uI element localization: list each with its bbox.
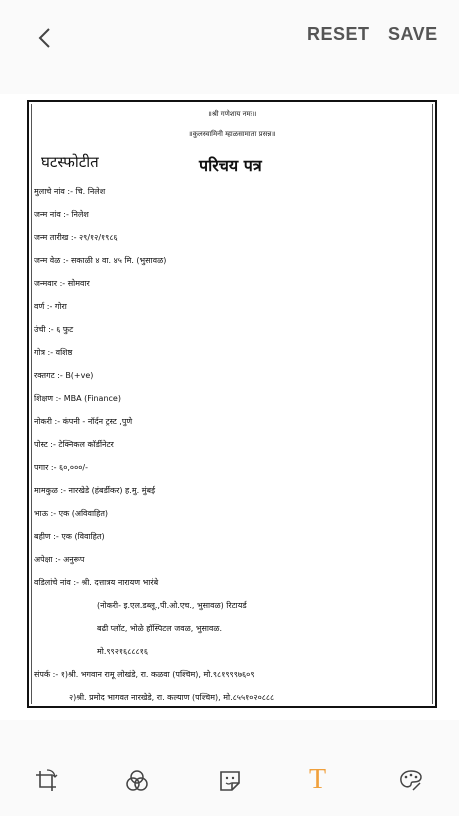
- kuldevi-text: ॥कुलस्वामिनी म्हाळसामाता प्रसन्न॥: [188, 130, 276, 138]
- image-canvas[interactable]: [0, 94, 459, 720]
- text-icon: T: [309, 764, 327, 795]
- field-line: रक्तगट :- B(+ve): [34, 371, 94, 380]
- field-line: जन्म वेळ :- सकाळी ४ वा. ४५ मि. (भुसावळ): [34, 256, 167, 265]
- filter-circles-icon: [124, 768, 150, 794]
- field-line: गोत्र :- वशिष्ठ: [34, 348, 73, 357]
- contact-line-2: २)श्री. प्रमोद भागवत नारखेडे, रा. कल्याण (पश्चिम), मो.८५५१०२०८८८: [69, 693, 275, 702]
- back-arrow-icon: [28, 20, 64, 56]
- paint-palette-icon: [398, 768, 424, 794]
- field-line: जन्म तारीख :- २९/१२/१९८६: [34, 233, 118, 242]
- field-line: बहीण :- एक (विवाहित): [34, 532, 105, 541]
- sticker-tool-button[interactable]: [217, 768, 243, 794]
- draw-tool-button[interactable]: [398, 768, 424, 794]
- field-line: अपेक्षा :- अनुरूप: [34, 555, 85, 564]
- field-line: पोस्ट :- टेक्निकल कॉर्डीनेटर: [34, 440, 114, 449]
- field-line: पगार :- ६०,०००/-: [34, 463, 88, 472]
- crop-rotate-icon: [33, 768, 59, 794]
- field-line: वर्ण :- गोरा: [34, 302, 67, 311]
- filter-tool-button[interactable]: [124, 768, 150, 794]
- father-detail-line: मो.९९२१६८८८१६: [97, 647, 148, 656]
- biodata-document: [27, 100, 437, 708]
- field-line: वडिलांचे नांव :- श्री. दत्तात्रय नारायण भारंबे: [34, 578, 159, 587]
- back-button[interactable]: [28, 20, 64, 56]
- text-tool-button[interactable]: [309, 764, 335, 795]
- top-toolbar: [0, 0, 459, 72]
- blessing-text: ॥श्री गणेशाय नमः॥: [207, 110, 257, 118]
- edit-tools-bar: [0, 720, 459, 816]
- field-line: जन्म नांव :- निलेश: [34, 210, 89, 219]
- crop-tool-button[interactable]: [33, 768, 59, 794]
- field-line: नोकरी :- कंपनी - नॉर्दन ट्रस्ट ,पुणे: [34, 417, 133, 426]
- reset-button[interactable]: RESET: [307, 24, 370, 44]
- field-line: मुलाचे नांव :- चि. निलेश: [34, 187, 106, 196]
- father-detail-line: बढी प्लॉट, भोळे हॉस्पिटल जवळ, भुसावळ.: [97, 624, 222, 633]
- field-line: मामकुळ :- नारखेडे (हंबर्डीकर) ह.मु. मुंबई: [34, 486, 155, 495]
- document-title: परिचय पत्र: [199, 156, 262, 175]
- field-line: उंची :- ६ फुट: [34, 325, 74, 334]
- father-detail-line: (नोकरी- इ.एल.डब्लू.,पी.ओ.एच., भुसावळ) रिटायर्ड: [97, 601, 247, 610]
- marital-status-title: घटस्फोटीत: [41, 153, 99, 171]
- field-line: जन्मवार :- सोमवार: [34, 279, 90, 288]
- save-button[interactable]: SAVE: [388, 24, 438, 44]
- field-line: शिक्षण :- MBA (Finance): [34, 394, 121, 403]
- contact-line-1: संपर्क :- १)श्री. भगवान रामू लोखंडे, रा. कळवा (पश्चिम), मो.९८१९९९७६०९: [34, 670, 255, 679]
- field-line: भाऊ :- एक (अविवाहित): [34, 509, 109, 518]
- sticker-icon: [217, 768, 243, 794]
